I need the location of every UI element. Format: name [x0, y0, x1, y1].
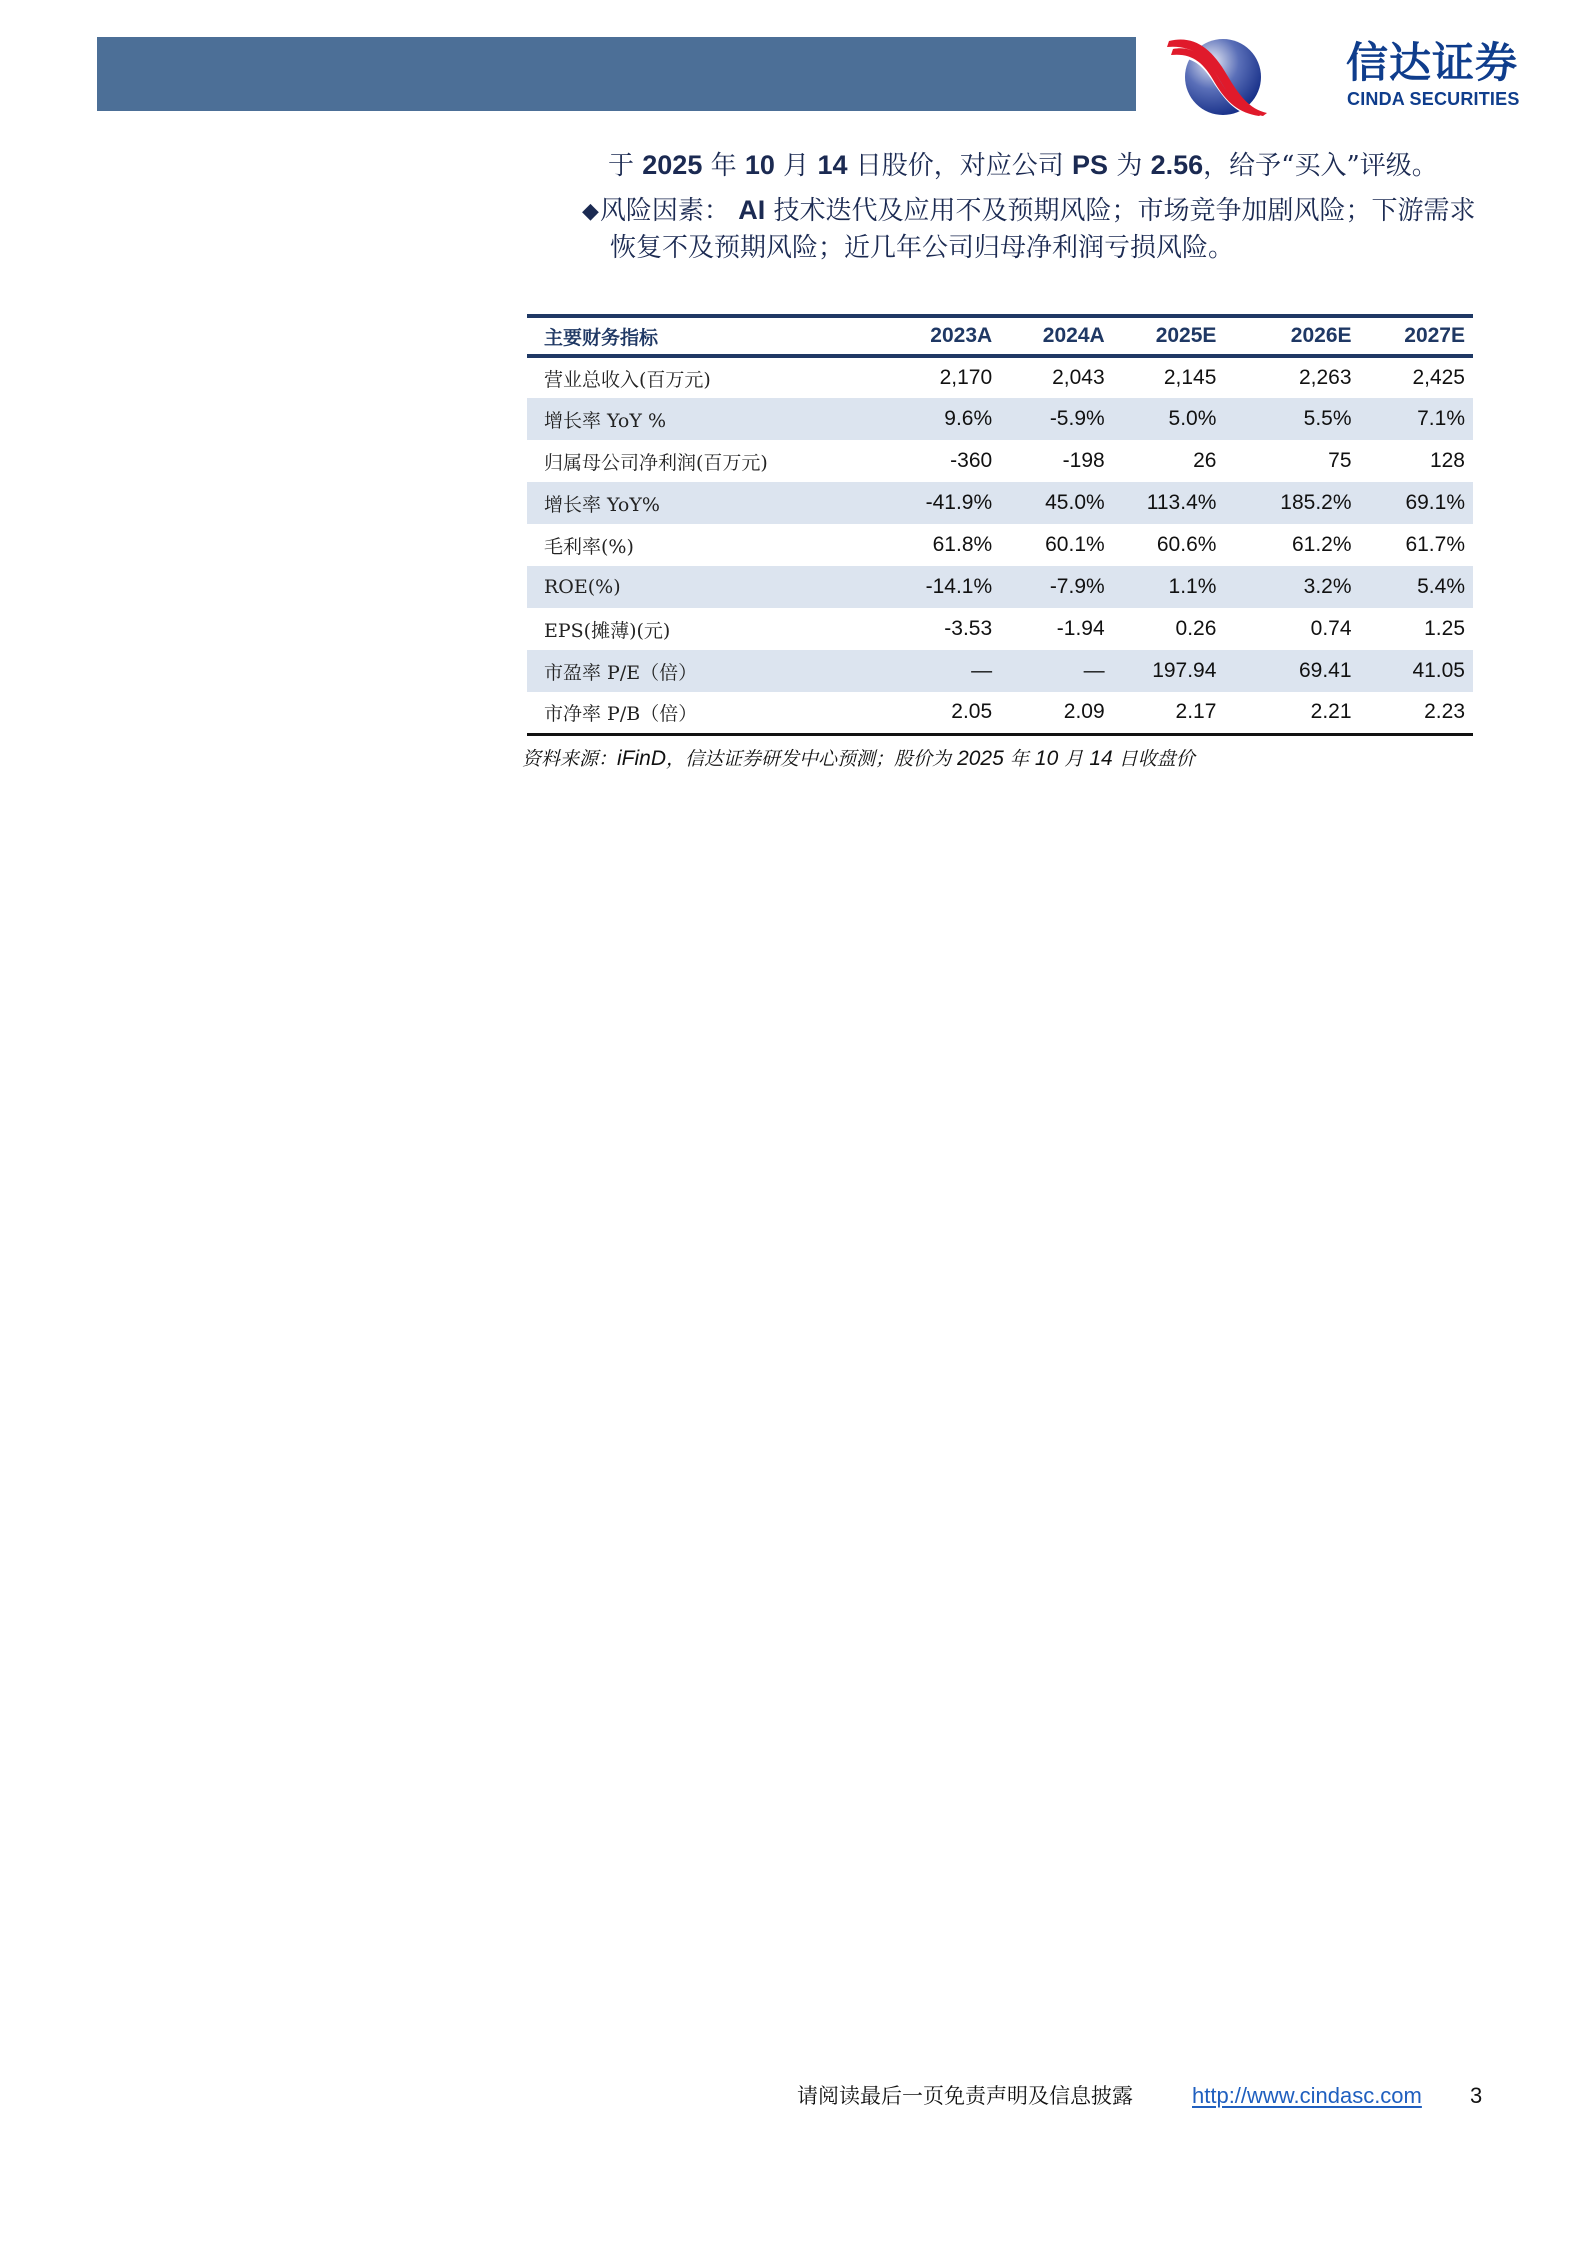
cell-value: 5.5%: [1216, 398, 1351, 440]
cell-value: -3.53: [944, 617, 993, 640]
cell-value: 0.74: [1310, 617, 1352, 640]
cell-value: 9.6%: [768, 398, 992, 440]
table-row: [527, 398, 1473, 440]
cell-value: 61.7%: [1405, 533, 1465, 556]
table-row: [527, 482, 1473, 524]
column-header-2027e: 2027E: [1404, 324, 1465, 347]
header-band: [97, 37, 1136, 111]
table-row: [527, 524, 1473, 566]
cell-value: 2,170: [939, 366, 993, 389]
risk-factors-line: ◆风险因素： AI 技术迭代及应用不及预期风险；市场竞争加剧风险；下游需求: [582, 195, 1476, 226]
cinda-logo: [1163, 33, 1563, 117]
cell-value: -198: [1062, 449, 1105, 472]
logo-english-name: CINDA SECURITIES: [1347, 89, 1520, 109]
row-label: 增长率 YoY%: [527, 482, 768, 524]
cell-value: -41.9%: [768, 482, 992, 524]
risk-factors-continuation: 恢复不及预期风险；近几年公司归母净利润亏损风险。: [610, 233, 1235, 263]
cell-value: -1.94: [1056, 617, 1105, 640]
row-label: 增长率 YoY %: [527, 398, 768, 440]
cell-value: 5.0%: [1105, 398, 1217, 440]
cell-value: 2,043: [1052, 366, 1105, 389]
cell-value: 75: [1328, 449, 1352, 472]
row-label: 市盈率 P/E（倍）: [527, 650, 768, 692]
page-number: 3: [1470, 2083, 1483, 2108]
cell-value: 69.1%: [1352, 482, 1473, 524]
column-header-2026e: 2026E: [1290, 324, 1352, 347]
table-row: [527, 440, 1473, 482]
cell-value: 1.25: [1424, 617, 1465, 640]
table-row: [527, 356, 1473, 398]
cell-value: 113.4%: [1105, 482, 1217, 524]
cell-value: -14.1%: [768, 566, 992, 608]
rating-statement: 于 2025 年 10 月 14 日股价，对应公司 PS 为 2.56，给予“买入”评级。: [608, 150, 1438, 181]
cell-value: -7.9%: [992, 566, 1105, 608]
table-row: [527, 608, 1473, 650]
cell-value: 61.2%: [1291, 533, 1352, 556]
table-row: [527, 650, 1473, 692]
cell-value: 2.09: [1063, 700, 1105, 724]
cell-value: 128: [1429, 449, 1465, 472]
cell-value: 2.23: [1424, 700, 1465, 724]
cell-value: 2.17: [1175, 700, 1217, 724]
cell-value: —: [768, 650, 992, 692]
column-header-2024a: 2024A: [1042, 324, 1105, 347]
cell-value: 3.2%: [1216, 566, 1351, 608]
table-row: [527, 566, 1473, 608]
cell-value: 60.1%: [1045, 533, 1105, 556]
cell-value: 197.94: [1105, 650, 1217, 692]
cell-value: -360: [950, 449, 993, 472]
cell-value: 5.4%: [1352, 566, 1473, 608]
cell-value: 2.05: [951, 700, 993, 724]
risk-label: 风险因素：: [599, 196, 730, 226]
table-row: [527, 692, 1473, 734]
footer-disclaimer: 请阅读最后一页免责声明及信息披露: [797, 2084, 1133, 2108]
row-label: 归属母公司净利润(百万元): [544, 451, 768, 474]
cell-value: 45.0%: [992, 482, 1105, 524]
cell-value: 60.6%: [1156, 533, 1217, 556]
cell-value: —: [992, 650, 1105, 692]
website-link[interactable]: http://www.cindasc.com: [1192, 2083, 1422, 2108]
cell-value: 61.8%: [932, 533, 993, 556]
row-label: EPS(摊薄)(元): [544, 619, 671, 642]
cell-value: 0.26: [1175, 617, 1217, 640]
cell-value: 41.05: [1352, 650, 1473, 692]
cell-value: 69.41: [1216, 650, 1351, 692]
cinda-emblem-icon: [1163, 33, 1273, 117]
column-header-2025e: 2025E: [1155, 324, 1217, 347]
table-header-row: [527, 316, 1473, 356]
row-label: 毛利率(%): [544, 535, 634, 558]
row-label: 市净率 P/B（倍）: [544, 702, 698, 725]
cell-value: -5.9%: [992, 398, 1105, 440]
cell-value: 2,425: [1412, 366, 1465, 389]
cell-value: 26: [1193, 449, 1217, 472]
cell-value: 1.1%: [1105, 566, 1217, 608]
cell-value: 2.21: [1310, 700, 1352, 724]
row-label: 营业总收入(百万元): [544, 368, 711, 391]
table-source-note: 资料来源：iFinD，信达证券研发中心预测；股价为 2025 年 10 月 14 日收盘价: [522, 747, 1195, 770]
cell-value: 2,263: [1298, 366, 1352, 389]
row-label: ROE(%): [527, 566, 768, 608]
logo-chinese-name: 信达证券: [1346, 38, 1519, 87]
diamond-bullet-icon: ◆: [582, 199, 599, 224]
financial-indicators-table: [527, 314, 1473, 736]
column-header-indicator: 主要财务指标: [544, 326, 659, 349]
column-header-2023a: 2023A: [930, 324, 993, 347]
cell-value: 2,145: [1163, 366, 1217, 389]
cell-value: 7.1%: [1352, 398, 1473, 440]
cell-value: 185.2%: [1216, 482, 1351, 524]
